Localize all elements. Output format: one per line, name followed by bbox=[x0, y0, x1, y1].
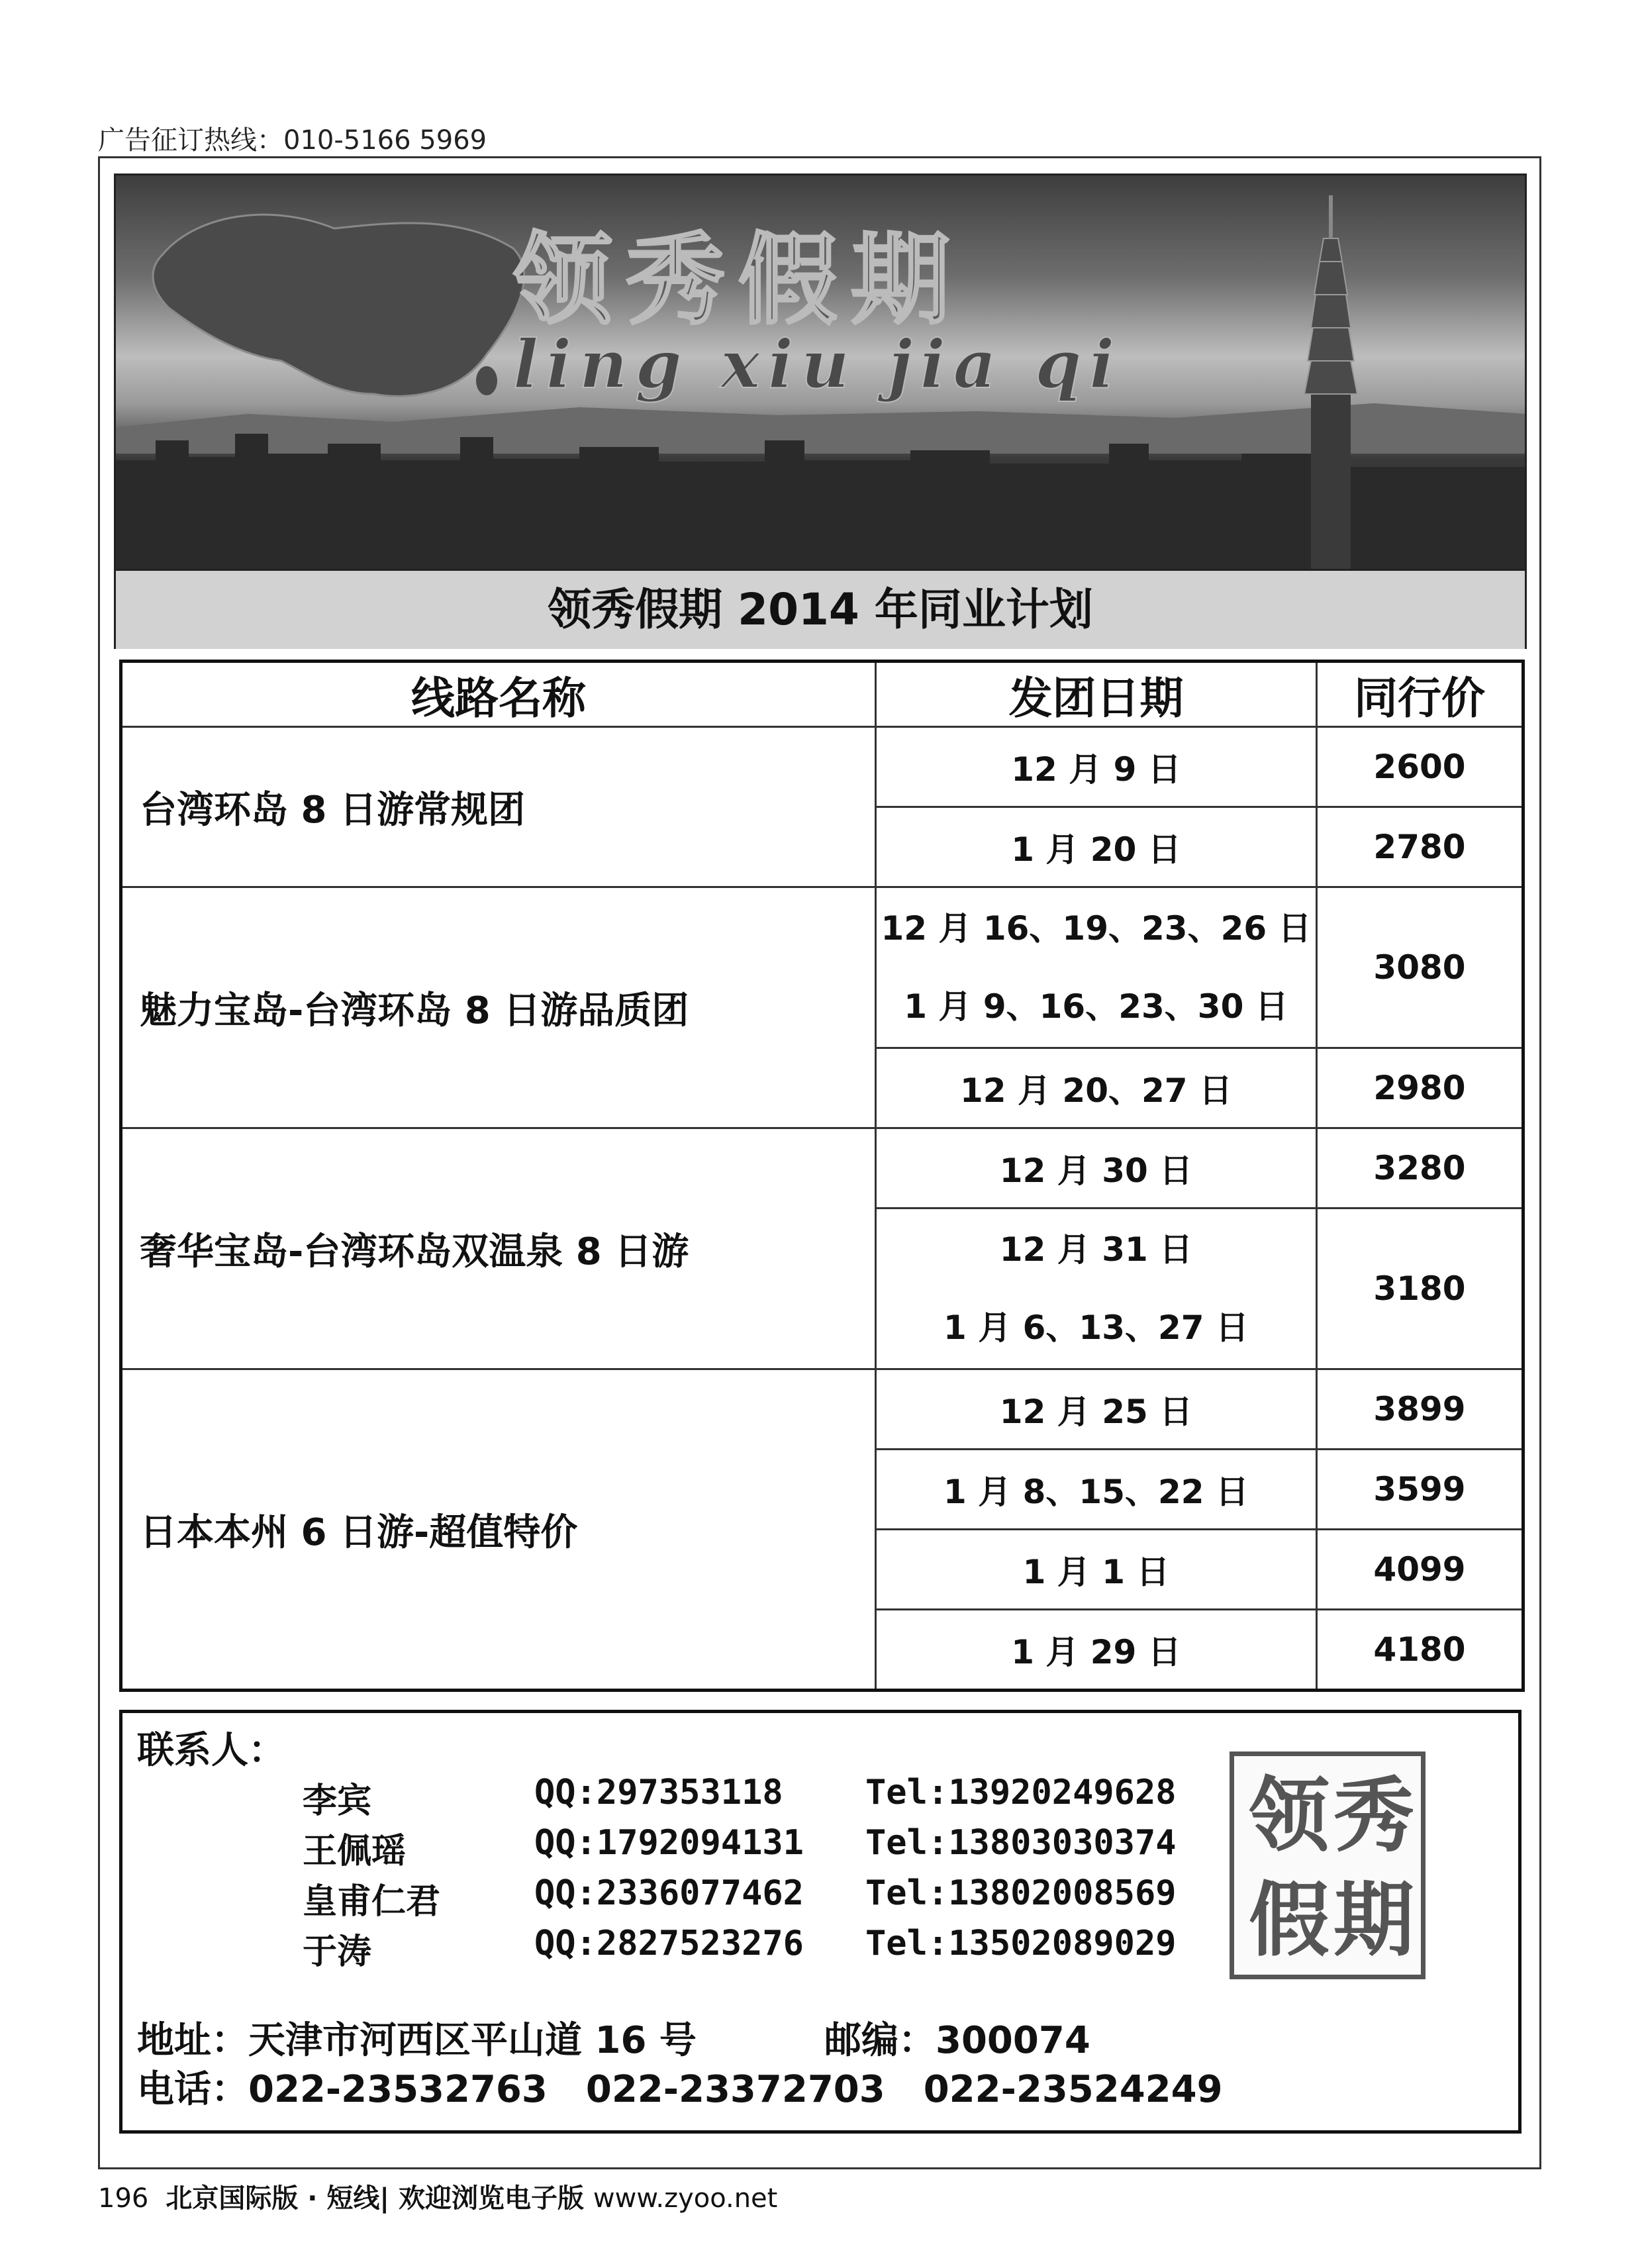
depart-dates: 12 月 20、27 日 bbox=[876, 1048, 1317, 1128]
website-url: www.zyoo.net bbox=[593, 2183, 778, 2214]
contact-person bbox=[137, 1924, 1395, 1973]
person-name: 皇甫仁君 bbox=[303, 1882, 441, 1922]
route-name: 日本本州 6 日游-超值特价 bbox=[121, 1369, 876, 1691]
person-qq: QQ:2827523276 bbox=[534, 1924, 804, 1963]
date-line: 1 月 9、16、23、30 日 bbox=[904, 987, 1288, 1026]
depart-dates: 1 月 8、15、22 日 bbox=[876, 1450, 1317, 1530]
stamp-char: 假 bbox=[1249, 1872, 1329, 1967]
contact-label: 联系人： bbox=[137, 1729, 285, 1772]
contact-person bbox=[137, 1823, 1395, 1872]
plan-title: 领秀假期 2014 年同业计划 bbox=[114, 571, 1527, 649]
date-line: 1 月 6、13、27 日 bbox=[943, 1308, 1249, 1347]
brand-stamp-logo bbox=[1230, 1751, 1425, 1979]
plan-table bbox=[119, 660, 1525, 1692]
depart-dates: 1 月 20 日 bbox=[876, 807, 1317, 887]
person-name: 李宾 bbox=[303, 1781, 372, 1821]
tower-segments bbox=[1304, 238, 1357, 394]
table-row bbox=[121, 1369, 1523, 1450]
stamp-char: 领 bbox=[1249, 1767, 1329, 1863]
publication-name: 北京国际版 · 短线| 欢迎浏览电子版 bbox=[166, 2183, 584, 2214]
phone-number: 022-23524249 bbox=[923, 2068, 1223, 2111]
price: 2780 bbox=[1317, 807, 1523, 887]
price: 3180 bbox=[1317, 1208, 1523, 1369]
tower-base bbox=[1311, 394, 1351, 569]
ad-hotline: 广告征订热线：010-5166 5969 bbox=[98, 125, 487, 156]
person-name: 于涛 bbox=[303, 1932, 372, 1972]
price: 3280 bbox=[1317, 1128, 1523, 1208]
table-row bbox=[121, 1128, 1523, 1208]
phone-number: 022-23532763 bbox=[248, 2068, 548, 2111]
route-name: 魅力宝岛-台湾环岛 8 日游品质团 bbox=[121, 887, 876, 1128]
phones-label: 电话： bbox=[137, 2068, 248, 2111]
depart-dates: 1 月 1 日 bbox=[876, 1530, 1317, 1610]
date-line: 12 月 31 日 bbox=[999, 1230, 1193, 1269]
banner-logo-pinyin: ling xiu jia qi bbox=[513, 325, 1123, 403]
page-footer bbox=[98, 2177, 777, 2215]
stamp-char: 秀 bbox=[1333, 1767, 1414, 1863]
price: 4180 bbox=[1317, 1610, 1523, 1691]
price: 2980 bbox=[1317, 1048, 1523, 1128]
price: 3899 bbox=[1317, 1369, 1523, 1450]
person-tel: Tel:13502089029 bbox=[865, 1924, 1177, 1963]
depart-dates: 1 月 29 日 bbox=[876, 1610, 1317, 1691]
column-header-dates: 发团日期 bbox=[876, 662, 1317, 727]
depart-dates: 12 月 25 日 bbox=[876, 1369, 1317, 1450]
table-row bbox=[121, 887, 1523, 1048]
price: 4099 bbox=[1317, 1530, 1523, 1610]
person-name: 王佩瑶 bbox=[303, 1832, 407, 1871]
depart-dates bbox=[876, 1208, 1317, 1369]
route-name: 台湾环岛 8 日游常规团 bbox=[121, 727, 876, 887]
column-header-price: 同行价 bbox=[1317, 662, 1523, 727]
page-number: 196 bbox=[98, 2183, 149, 2214]
price: 3080 bbox=[1317, 887, 1523, 1048]
route-name: 奢华宝岛-台湾环岛双温泉 8 日游 bbox=[121, 1128, 876, 1369]
china-map-shape bbox=[153, 215, 524, 396]
phone-number: 022-23372703 bbox=[585, 2068, 885, 2111]
depart-dates: 12 月 30 日 bbox=[876, 1128, 1317, 1208]
contact-box bbox=[119, 1710, 1521, 2134]
date-line: 12 月 16、19、23、26 日 bbox=[881, 909, 1312, 948]
price: 3599 bbox=[1317, 1450, 1523, 1530]
person-qq: QQ:297353118 bbox=[534, 1773, 783, 1812]
phone-numbers bbox=[137, 2060, 1261, 2113]
banner-image bbox=[114, 173, 1527, 571]
person-tel: Tel:13803030374 bbox=[865, 1823, 1177, 1863]
person-qq: QQ:1792094131 bbox=[534, 1823, 804, 1863]
column-header-route: 线路名称 bbox=[121, 662, 876, 727]
price: 2600 bbox=[1317, 727, 1523, 807]
depart-dates bbox=[876, 887, 1317, 1048]
address: 地址：天津市河西区平山道 16 号 bbox=[137, 2019, 697, 2062]
person-tel: Tel:13920249628 bbox=[865, 1773, 1177, 1812]
banner-illustration bbox=[116, 175, 1525, 569]
depart-dates: 12 月 9 日 bbox=[876, 727, 1317, 807]
contact-person bbox=[137, 1773, 1395, 1822]
table-row bbox=[121, 727, 1523, 807]
contact-person bbox=[137, 1873, 1395, 1922]
table-header-row bbox=[121, 662, 1523, 727]
postal-code: 邮编：300074 bbox=[824, 2019, 1090, 2062]
banner-logo-cn: 领秀假期 bbox=[513, 222, 964, 338]
stamp-char: 期 bbox=[1333, 1872, 1414, 1967]
person-tel: Tel:13802008569 bbox=[865, 1873, 1177, 1913]
person-qq: QQ:2336077462 bbox=[534, 1873, 804, 1913]
